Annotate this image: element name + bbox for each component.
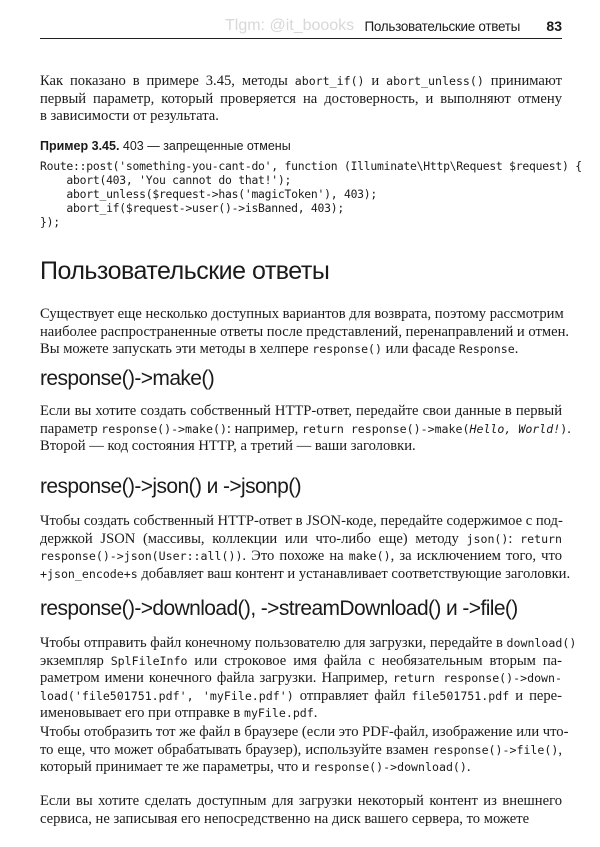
subsection-title-make: response()->make() (40, 367, 215, 390)
text-run: принимают (483, 73, 563, 89)
header-rule (40, 38, 562, 39)
text-run: или фасаде (382, 341, 459, 357)
stream-paragraph (40, 793, 562, 828)
text-line (40, 341, 562, 359)
text-run: раметром имени конечного файла загрузки. Например, (40, 670, 394, 686)
intro-paragraph (40, 73, 562, 126)
inline-code: SplFileInfo (110, 653, 188, 668)
text-line (40, 653, 562, 671)
text-run: , за исключением того, что (390, 548, 563, 564)
text-line (40, 670, 562, 688)
text-line (40, 108, 562, 126)
inline-code: ) (560, 421, 568, 436)
inline-code: json() (466, 531, 509, 546)
text-line (40, 742, 562, 760)
text-line (40, 513, 562, 531)
text-run: : например, (226, 420, 302, 437)
code-line: abort_unless($request->has('magicToken'), 403); (40, 187, 377, 201)
text-line (40, 724, 569, 742)
running-header-title: Пользовательские ответы (364, 19, 520, 34)
text-run: отправляет файл (293, 687, 412, 704)
text-run: или строковое имя файла с необязательным вторым па- (187, 652, 562, 669)
text-line (40, 403, 562, 421)
text-run: именовывает его при отправке в (40, 705, 244, 721)
download-paragraph (40, 635, 577, 723)
text-run: Второй — код состояния HTTP, а третий — ваши заголовки. (40, 438, 416, 454)
text-run: Существует еще несколько доступных вариантов для возврата, поэтому рассмотрим (40, 306, 564, 322)
text-run: Чтобы отобразить тот же файл в браузере (если это PDF-файл, изображение или что- (40, 724, 569, 740)
text-run: Как показано в примере 3.45, методы (40, 73, 295, 89)
inline-code: return (520, 531, 563, 546)
inline-code: file501751.pdf (411, 688, 510, 703)
text-line (40, 635, 577, 653)
text-run: Чтобы создать собственный HTTP-ответ в JSON-коде, передайте содержимое с под- (40, 513, 563, 529)
inline-code: return response()->make( (301, 421, 470, 436)
text-line (40, 793, 562, 811)
inline-code: +json_encode+s (40, 566, 138, 581)
inline-code: make() (348, 549, 391, 563)
text-line (40, 759, 562, 777)
subsection-title-download: response()->download(), ->streamDownload() и ->file() (40, 597, 518, 620)
make-paragraph (40, 403, 571, 456)
text-run: первый параметр, который проверяется на достоверность, и выполняют отмену (40, 90, 562, 107)
inline-code: download() (506, 636, 577, 650)
file-paragraph (40, 724, 569, 777)
text-line (40, 420, 571, 439)
text-line (40, 306, 562, 324)
subsection-title-json: response()->json() и ->jsonp() (40, 475, 301, 498)
text-run: Если вы хотите создать собственный HTTP-ответ, передайте свои данные в первый (40, 403, 562, 419)
text-run: Если вы хотите сделать доступным для загрузки некоторый контент из внешнего (40, 793, 562, 809)
text-run: то еще, что может обрабатывать браузер), используйте взамен (40, 741, 433, 758)
inline-code: response()->file() (432, 742, 559, 757)
watermark: Tlgm: @it_boooks (225, 17, 355, 34)
inline-code: response() (312, 342, 383, 356)
section-title: Пользовательские ответы (40, 257, 330, 285)
text-run: и пере- (509, 687, 563, 704)
text-run: который принимает те же параметры, что и (40, 759, 314, 775)
inline-code: myFile.pdf (243, 706, 314, 720)
text-run: . (466, 759, 471, 775)
code-line: abort_if($request->user()->isBanned, 403); (40, 201, 344, 215)
text-run: Вы можете запускать эти методы в хелпере (40, 341, 313, 357)
inline-code: response()->make() (101, 421, 227, 436)
text-run: . (313, 705, 318, 721)
text-line (40, 91, 562, 109)
text-run: : (508, 530, 521, 547)
inline-code: response()->download() (313, 760, 467, 774)
text-run: экземпляр (40, 652, 111, 669)
text-run: наиболее распространенные ответы после представлений, перенаправлений и отмен. (40, 323, 570, 340)
text-line (40, 811, 562, 829)
inline-code: return response()->down- (393, 671, 562, 685)
text-run: . (514, 341, 519, 357)
code-line: Route::post('something-you-cant-do', function (Illuminate\Http\Request $request) { (40, 159, 582, 173)
text-line (40, 548, 562, 566)
inline-code: Hello, World! (469, 421, 561, 436)
text-line (40, 531, 562, 549)
text-line (40, 323, 570, 342)
text-line (40, 688, 562, 706)
text-run: , (558, 741, 562, 758)
text-line (40, 705, 562, 723)
code-listing (40, 159, 582, 229)
text-run: добавляет ваш контент и устанавливает соответствующие заголовки. (137, 565, 571, 582)
text-run: . Это похоже на (242, 548, 349, 564)
text-run: держкой JSON (массивы, коллекции или что-либо еще) методу (40, 530, 467, 547)
text-line (40, 565, 571, 584)
section-intro-paragraph (40, 306, 570, 359)
example-label: Пример 3.45. (40, 139, 120, 153)
inline-code: abort_if() (294, 74, 365, 88)
text-run: параметр (40, 420, 102, 437)
inline-code: load('file501751.pdf', 'myFile.pdf') (40, 688, 294, 703)
code-line: }); (40, 215, 60, 229)
text-run: сервиса, не записывая его непосредственно на диск вашего сервера, то можете (40, 810, 530, 827)
example-title: 403 — запрещенные отмены (119, 139, 291, 153)
text-line (40, 73, 562, 91)
page-number: 83 (546, 18, 562, 34)
text-run: в зависимости от результата. (40, 108, 219, 124)
example-caption (40, 139, 291, 153)
json-paragraph (40, 513, 571, 583)
text-run: . (567, 420, 571, 437)
inline-code: Response (458, 342, 515, 356)
inline-code: response()->json(User::all()) (40, 549, 243, 563)
inline-code: abort_unless() (386, 74, 484, 88)
code-line: abort(403, 'You cannot do that!'); (40, 173, 292, 187)
text-run: Чтобы отправить файл конечному пользователю для загрузки, передайте в (40, 635, 507, 651)
text-line (40, 438, 562, 456)
text-run: и (364, 73, 387, 89)
